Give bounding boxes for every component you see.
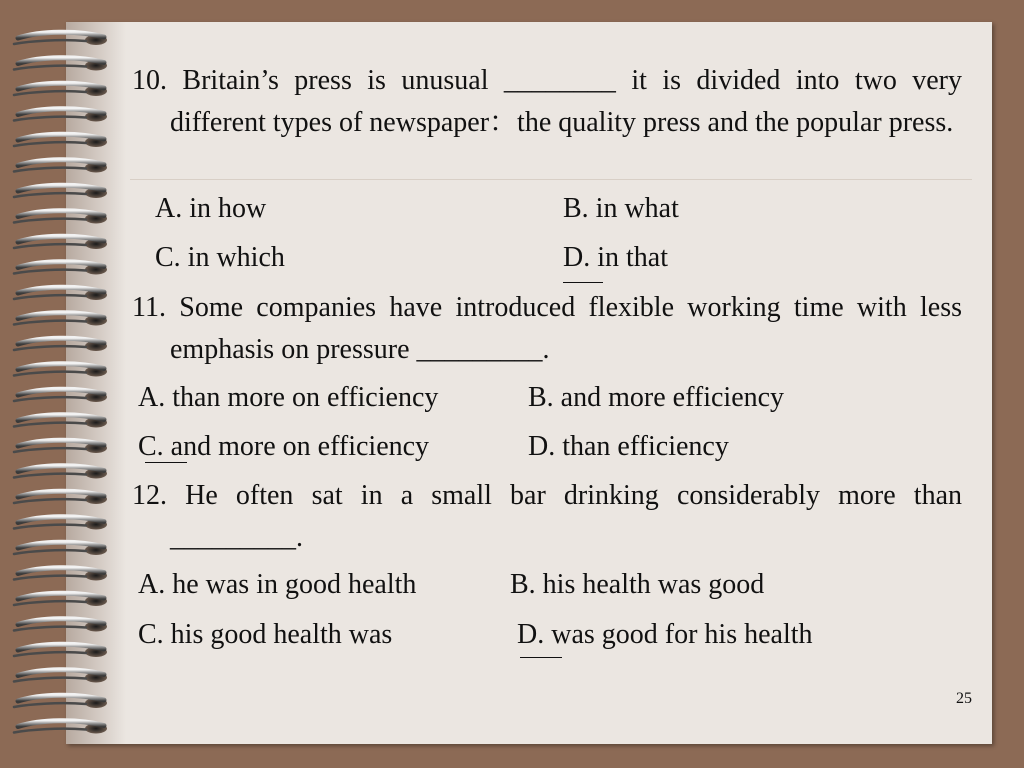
- spiral-binding: [0, 0, 130, 768]
- spiral-ring: [14, 338, 107, 351]
- spiral-ring: [14, 670, 107, 683]
- spiral-ring: [14, 491, 107, 504]
- question-10-option-a: A. in how: [155, 193, 267, 224]
- spiral-ring: [14, 440, 107, 453]
- question-10-option-c: C. in which: [155, 242, 285, 273]
- question-12-option-b: B. his health was good: [510, 569, 765, 600]
- question-11-option-b: B. and more efficiency: [528, 382, 785, 413]
- spiral-ring: [14, 185, 107, 198]
- question-10-stem: 10. Britain’s press is unusual ________ it is divided into two very different types of newspaper：the quality press and the popular press.: [132, 65, 962, 138]
- spiral-ring: [14, 211, 107, 224]
- question-12-option-a: A. he was in good health: [138, 569, 417, 600]
- spiral-ring: [14, 695, 107, 708]
- spiral-ring: [14, 415, 107, 428]
- spiral-ring: [14, 593, 107, 606]
- spiral-ring: [14, 542, 107, 555]
- question-12-option-c: C. his good health was: [138, 619, 393, 650]
- question-11-option-c: C. and more on efficiency: [138, 431, 430, 462]
- question-11-stem: 11. Some companies have introduced flexible working time with less emphasis on pressure _________.: [132, 292, 962, 365]
- spiral-ring: [14, 134, 107, 147]
- spiral-ring: [14, 160, 107, 173]
- spiral-ring: [14, 466, 107, 479]
- spiral-ring: [14, 109, 107, 122]
- spiral-ring: [14, 644, 107, 657]
- question-12-option-d: D. was good for his health: [517, 619, 813, 650]
- spiral-ring: [14, 262, 107, 275]
- question-11-option-d: D. than efficiency: [528, 431, 729, 462]
- spiral-ring: [14, 83, 107, 96]
- spiral-ring: [14, 517, 107, 530]
- spiral-ring: [14, 236, 107, 249]
- question-12-stem: 12. He often sat in a small bar drinking considerably more than _________.: [132, 480, 962, 553]
- spiral-ring: [14, 619, 107, 632]
- spiral-ring: [14, 32, 107, 45]
- question-10-option-d: D. in that: [563, 242, 668, 273]
- answer-mark-11: [145, 462, 187, 463]
- spiral-ring: [14, 568, 107, 581]
- question-11-option-a: A. than more on efficiency: [138, 382, 439, 413]
- spiral-ring: [14, 58, 107, 71]
- spiral-ring: [14, 287, 107, 300]
- spiral-ring: [14, 389, 107, 402]
- question-10-option-b: B. in what: [563, 193, 679, 224]
- spiral-ring: [14, 313, 107, 326]
- spiral-ring: [14, 721, 107, 734]
- spiral-ring: [14, 364, 107, 377]
- page-number: 25: [956, 690, 972, 707]
- divider-line: [130, 179, 972, 180]
- answer-mark-10: [563, 282, 603, 283]
- answer-mark-12: [520, 657, 562, 658]
